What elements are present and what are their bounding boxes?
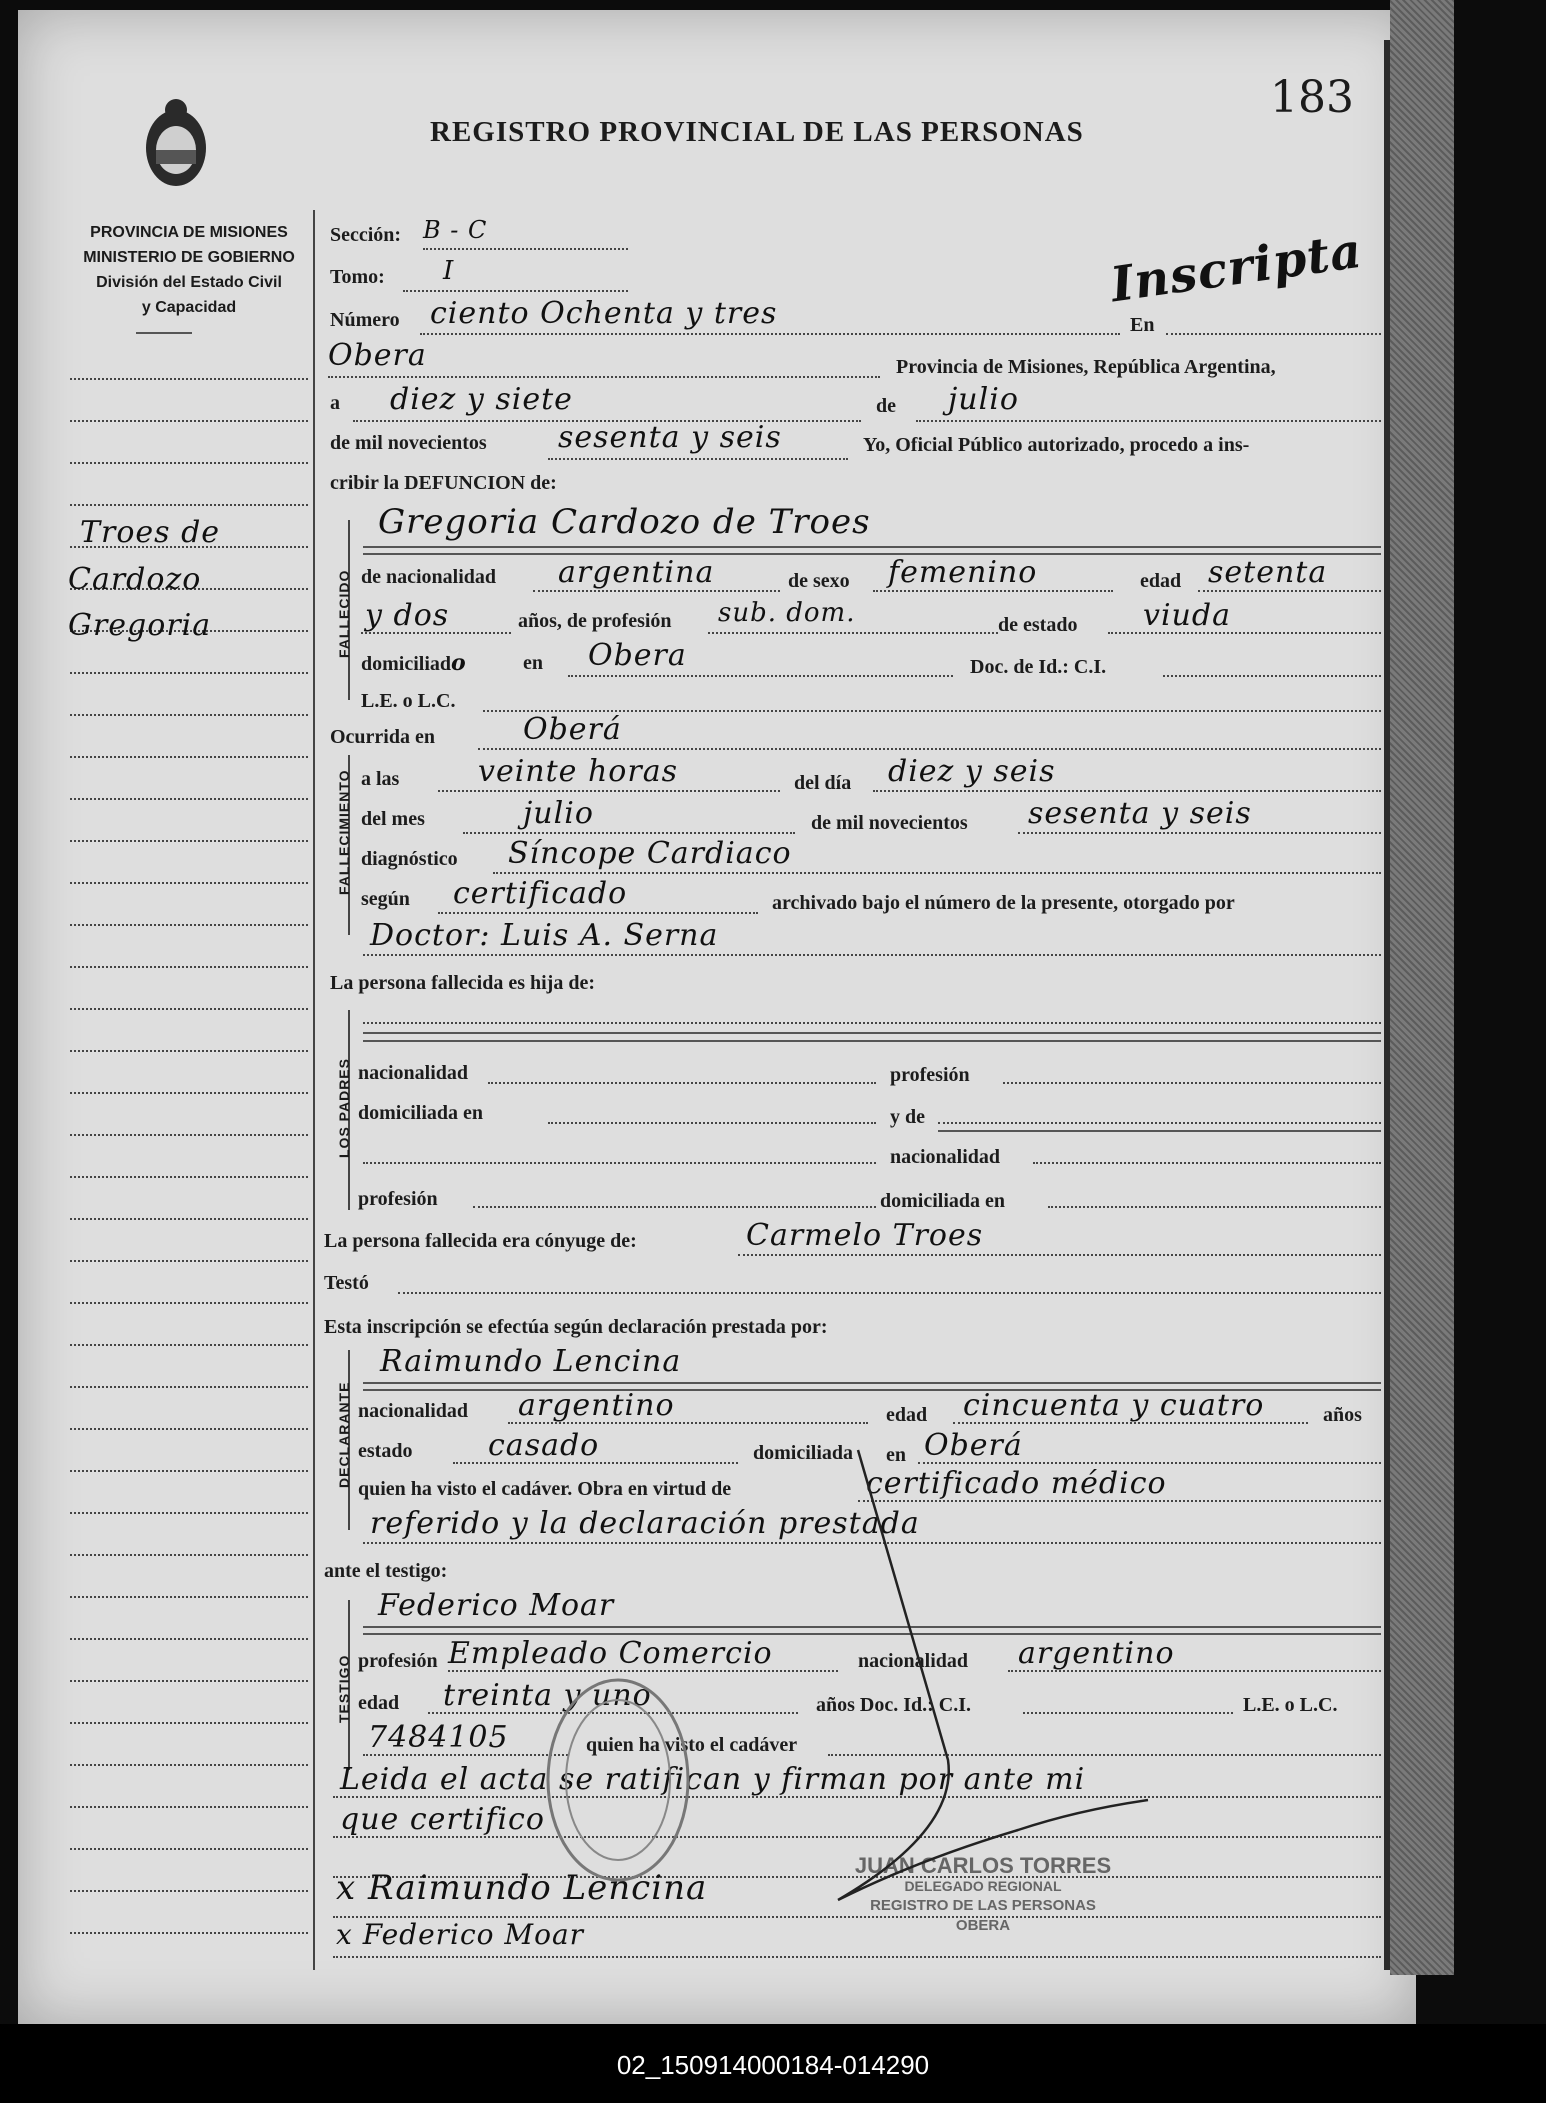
sexo-label: de sexo: [788, 570, 850, 592]
margin-dotted-line: [70, 1008, 308, 1010]
margin-dotted-line: [70, 504, 308, 506]
en-label-2: en: [523, 652, 543, 674]
cierre-line-2: que certifico: [340, 1802, 545, 1837]
de-mil-label: de mil novecientos: [330, 432, 487, 454]
tab-fallecido: FALLECIDO: [336, 569, 352, 658]
estado-label-2: estado: [358, 1440, 413, 1462]
ocurrida-label: Ocurrida en: [330, 726, 435, 748]
stamp-line-3: REGISTRO DE LAS PERSONAS: [870, 1897, 1096, 1914]
margin-dotted-line: [70, 1554, 308, 1556]
coat-of-arms-icon: [136, 88, 216, 198]
margin-dotted-line: [70, 756, 308, 758]
margin-dotted-line: [70, 420, 308, 422]
margin-dotted-line: [70, 1806, 308, 1808]
margin-dotted-line: [70, 714, 308, 716]
nacionalidad-label-3: nacionalidad: [890, 1146, 1001, 1168]
seccion-label: Sección:: [330, 224, 402, 246]
edad-value-2: y dos: [365, 598, 450, 633]
profesion-label-3: profesión: [358, 1650, 438, 1672]
segun-label: según: [361, 888, 410, 910]
profesion-label: profesión: [890, 1064, 970, 1086]
ante-testigo-label: ante el testigo:: [324, 1560, 448, 1582]
official-signature-icon: [718, 1430, 1218, 1950]
tab-testigo: TESTIGO: [336, 1654, 352, 1723]
profesion-label-2: profesión: [358, 1188, 438, 1210]
margin-dotted-line: [70, 966, 308, 968]
numero-value: ciento Ochenta y tres: [430, 296, 778, 331]
seccion-value: B - C: [423, 216, 488, 244]
test-ci-value: 7484105: [368, 1720, 509, 1755]
mes-value: julio: [948, 382, 1019, 417]
tomo-value: I: [443, 256, 455, 286]
a-las-label: a las: [361, 768, 400, 790]
numero-label: Número: [330, 309, 400, 331]
anos-doc-label: años Doc. Id.: C.I.: [816, 1694, 972, 1716]
tomo-label: Tomo:: [330, 266, 385, 288]
margin-dotted-line: [70, 1638, 308, 1640]
conyuge-label: La persona fallecida era cónyuge de:: [324, 1230, 637, 1252]
nacionalidad-label-2: nacionalidad: [358, 1062, 469, 1084]
estado-label: de estado: [998, 614, 1078, 636]
en-label: En: [1130, 314, 1155, 336]
segun-value: certificado: [453, 876, 628, 911]
round-seal-icon: [538, 1670, 698, 1890]
obra-value: certificado médico: [866, 1466, 1167, 1501]
nacionalidad-label: de nacionalidad: [361, 566, 497, 588]
dia-fallec-value: diez y seis: [888, 754, 1056, 789]
domiciliada-en-label: domiciliada en: [358, 1102, 484, 1124]
medico-value: Doctor: Luis A. Serna: [370, 918, 719, 953]
margin-dotted-line: [70, 462, 308, 464]
margin-dotted-line: [70, 1596, 308, 1598]
estado-value: viuda: [1143, 598, 1231, 633]
document-page: [18, 10, 1416, 2024]
signature-declarante: x Raimundo Lencina: [336, 1868, 708, 1908]
margin-dotted-line: [70, 1680, 308, 1682]
anio-value: sesenta y seis: [558, 420, 782, 455]
domiciliada-label: domiciliada: [753, 1442, 854, 1464]
profesion-value: sub. dom.: [718, 598, 856, 628]
provincia-label: Provincia de Misiones, República Argentina,: [896, 356, 1276, 378]
domiciliado-suffix: o: [451, 650, 467, 676]
obra-value-2: referido y la declaración prestada: [370, 1506, 920, 1541]
book-binding: [1390, 0, 1454, 1975]
office-line-2: MINISTERIO DE GOBIERNO: [83, 249, 295, 266]
test-nacionalidad-value: argentino: [1018, 1636, 1175, 1671]
doc-id-label: Doc. de Id.: C.I.: [970, 656, 1107, 678]
inscripta-stamp: Inscripta: [1107, 222, 1366, 314]
quien-visto-label: quien ha visto el cadáver. Obra en virtud de: [358, 1478, 732, 1500]
lugar-value: Obera: [328, 338, 427, 373]
de-label: de: [876, 395, 896, 417]
margin-note-2: Cardozo: [68, 562, 202, 597]
ocurrida-value: Oberá: [523, 712, 622, 747]
margin-dotted-line: [70, 1344, 308, 1346]
margin-dotted-line: [70, 672, 308, 674]
margin-dotted-line: [70, 1764, 308, 1766]
signature-testigo: x Federico Moar: [336, 1918, 585, 1951]
margin-dotted-line: [70, 1428, 308, 1430]
dia-value: diez y siete: [390, 382, 573, 417]
margin-dotted-line: [70, 840, 308, 842]
y-de-label: y de: [890, 1106, 925, 1128]
margin-dotted-line: [70, 1890, 308, 1892]
edad-value: setenta: [1208, 555, 1328, 590]
margin-dotted-line: [70, 882, 308, 884]
quien-visto-label-2: quien ha visto el cadáver: [586, 1734, 798, 1756]
edad-label-2: edad: [886, 1404, 928, 1426]
margin-dotted-line: [70, 378, 308, 380]
margin-dotted-line: [70, 1470, 308, 1472]
oficial-label: Yo, Oficial Público autorizado, procedo a ins-: [863, 434, 1250, 456]
stamp-line-4: OBERA: [955, 1917, 1011, 1934]
anos-profesion-label: años, de profesión: [518, 610, 672, 632]
office-block: [58, 220, 320, 320]
nacionalidad-label-4: nacionalidad: [358, 1400, 469, 1422]
domicilio-value: Obera: [588, 638, 687, 673]
cribir-label: cribir la DEFUNCION de:: [330, 472, 557, 494]
testigo-value: Federico Moar: [378, 1588, 615, 1623]
office-line-4: y Capacidad: [141, 299, 237, 316]
mes-fallec-value: julio: [523, 796, 594, 831]
conyuge-value: Carmelo Troes: [746, 1218, 984, 1253]
anos-label: años: [1323, 1404, 1362, 1426]
cierre-line-1: Leida el acta se ratifican y firman por ante mi: [340, 1762, 1086, 1797]
test-edad-value: treinta y uno: [443, 1678, 652, 1713]
en-label-3: en: [886, 1444, 906, 1466]
decl-estado-value: casado: [488, 1428, 600, 1463]
nombre-value: Gregoria Cardozo de Troes: [378, 502, 871, 542]
stamp-line-1: JUAN CARLOS TORRES: [854, 1853, 1112, 1878]
test-profesion-value: Empleado Comercio: [448, 1636, 773, 1671]
inscripcion-label: Esta inscripción se efectúa según declaración prestada por:: [324, 1316, 828, 1338]
margin-dotted-line: [70, 1176, 308, 1178]
page-number: 183: [1270, 72, 1354, 123]
le-lc-label: L.E. o L.C.: [361, 690, 456, 712]
diagnostico-value: Síncope Cardiaco: [508, 836, 792, 871]
declarante-value: Raimundo Lencina: [380, 1344, 682, 1379]
margin-dotted-line: [70, 1932, 308, 1934]
scan-id: 02_150914000184-014290: [616, 2050, 930, 2080]
margin-dotted-line: [70, 1302, 308, 1304]
margin-dotted-line: [70, 798, 308, 800]
margin-dotted-line: [70, 1050, 308, 1052]
diagnostico-label: diagnóstico: [361, 848, 458, 870]
margin-divider: [313, 210, 315, 1970]
nacionalidad-value: argentina: [558, 555, 715, 590]
anio-fallec-value: sesenta y seis: [1028, 796, 1252, 831]
tab-fallecimiento: FALLECIMIENTO: [336, 769, 352, 895]
margin-dotted-line: [70, 1512, 308, 1514]
margin-dotted-line: [70, 1722, 308, 1724]
le-lc-label-2: L.E. o L.C.: [1243, 1694, 1338, 1716]
office-line-1: PROVINCIA DE MISIONES: [90, 224, 288, 241]
domiciliado-label: domiciliad: [361, 653, 452, 675]
stamp-line-2: DELEGADO REGIONAL: [904, 1878, 1062, 1894]
decl-edad-value: cincuenta y cuatro: [963, 1388, 1265, 1423]
del-dia-label: del día: [794, 772, 852, 794]
sexo-value: femenino: [888, 555, 1038, 590]
edad-label-3: edad: [358, 1692, 400, 1714]
margin-dotted-line: [70, 1092, 308, 1094]
office-divider: [136, 332, 192, 334]
del-mes-label: del mes: [361, 808, 425, 830]
hija-de-label: La persona fallecida es hija de:: [330, 972, 595, 994]
nacionalidad-label-5: nacionalidad: [858, 1650, 969, 1672]
margin-dotted-line: [70, 1260, 308, 1262]
margin-dotted-line: [70, 1386, 308, 1388]
tab-padres: LOS PADRES: [336, 1058, 352, 1158]
margin-dotted-line: [70, 1218, 308, 1220]
office-line-3: División del Estado Civil: [96, 274, 282, 291]
margin-dotted-line: [70, 1848, 308, 1850]
decl-nacionalidad-value: argentino: [518, 1388, 675, 1423]
testo-label: Testó: [324, 1272, 369, 1294]
margin-dotted-line: [70, 924, 308, 926]
a-label: a: [330, 392, 340, 414]
edad-label: edad: [1140, 570, 1182, 592]
hora-value: veinte horas: [478, 754, 678, 789]
decl-domicilio-value: Oberá: [924, 1428, 1023, 1463]
archivado-label: archivado bajo el número de la presente, otorgado por: [772, 892, 1235, 914]
margin-dotted-line: [70, 1134, 308, 1136]
document-title: REGISTRO PROVINCIAL DE LAS PERSONAS: [430, 116, 1084, 148]
margin-note-3: Gregoria: [68, 608, 212, 643]
margin-note-1: Troes de: [80, 515, 221, 550]
domiciliada-en-label-2: domiciliada en: [880, 1190, 1006, 1212]
tab-declarante: DECLARANTE: [336, 1381, 352, 1488]
de-mil-label-2: de mil novecientos: [811, 812, 968, 834]
